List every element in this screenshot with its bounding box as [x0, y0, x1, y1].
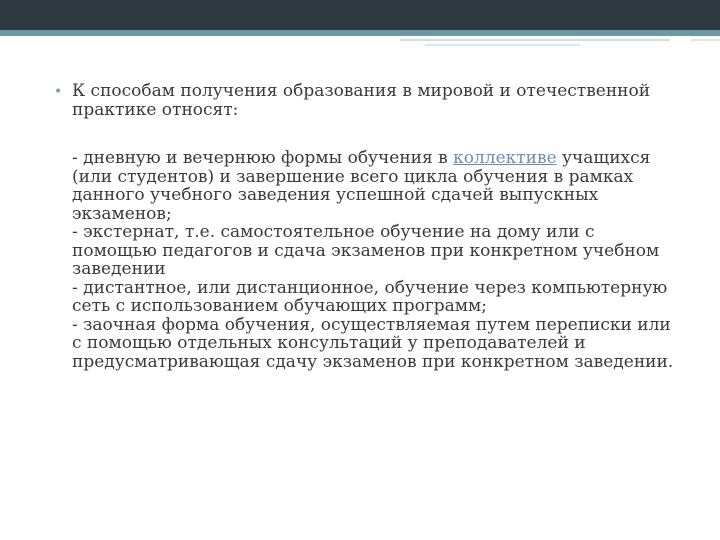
- methods-list: [72, 149, 682, 371]
- list-item-external: - экстернат, т.е. самостоятельное обучение на дому или с помощью педагогов и сдача экзаменов при конкретном учебном заведении: [72, 222, 660, 279]
- list-item-text: учащихся (или студентов) и завершение всего цикла обучения в рамках данного учебного заведения успешной сдачей выпускных экзаменов;: [72, 148, 651, 224]
- collective-link[interactable]: коллективе: [453, 148, 557, 168]
- list-item-text: - дневную и вечернюю формы обучения в: [72, 148, 454, 168]
- slide-header-stripe: [0, 30, 720, 36]
- intro-text: К способам получения образования в мировой и отечественной практике относят:: [72, 81, 651, 120]
- decorative-line: [690, 39, 720, 41]
- decorative-line: [400, 39, 670, 41]
- slide-header-bar: [0, 0, 720, 30]
- bullet-icon: •: [54, 84, 63, 100]
- slide-body: [72, 82, 682, 371]
- decorative-line: [425, 44, 580, 46]
- list-item-fulltime: [72, 149, 682, 223]
- list-item-distance: - дистантное, или дистанционное, обучение через компьютерную сеть с использованием обучающих программ;: [72, 277, 668, 316]
- list-item-correspondence: - заочная форма обучения, осуществляемая путем переписки или с помощью отдельных консультаций у преподавателей и предусматривающая сдачу экзаменов при конкретном заведении.: [72, 314, 674, 372]
